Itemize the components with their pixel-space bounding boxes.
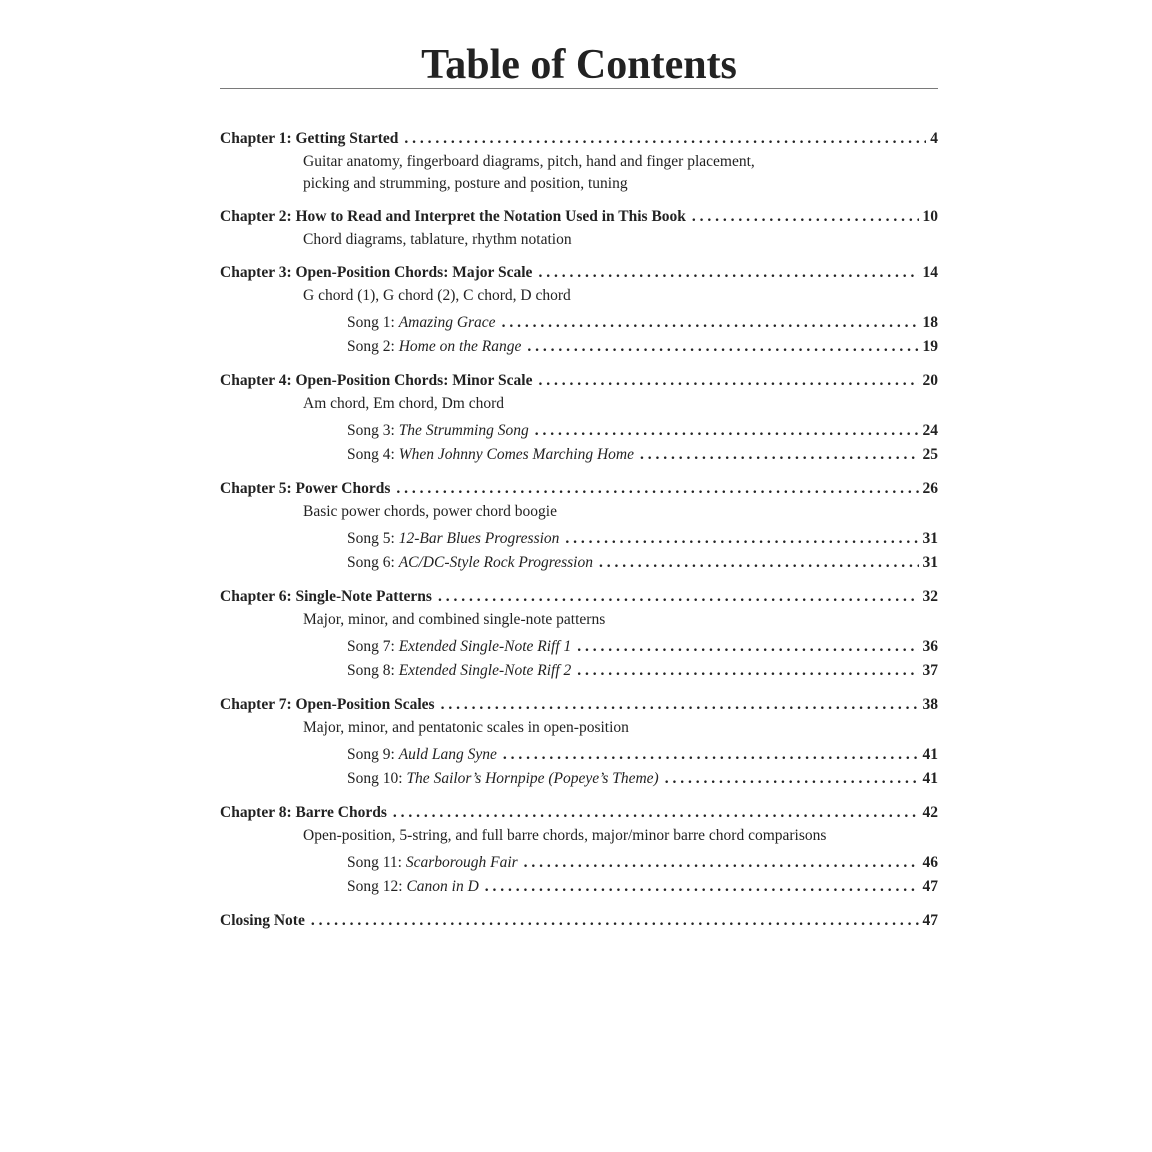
- leader-dots: [393, 801, 919, 825]
- toc-entry-song[interactable]: [220, 635, 938, 659]
- song-page-number: 24: [922, 422, 938, 439]
- song-page-number: 41: [922, 770, 938, 787]
- chapter-page-number: 4: [930, 130, 938, 147]
- song-label: [347, 659, 571, 683]
- song-title: Extended Single-Note Riff 2: [398, 662, 572, 679]
- chapter-title: Chapter 3: Open-Position Chords: Major Scale: [220, 264, 533, 281]
- song-page-number: 18: [922, 314, 938, 331]
- chapter-description: Chord diagrams, tablature, rhythm notation: [303, 231, 572, 248]
- song-page-number: 19: [922, 338, 938, 355]
- song-title: Auld Lang Syne: [398, 746, 497, 763]
- song-page-number: 31: [922, 554, 938, 571]
- song-number: Song 10:: [347, 770, 407, 787]
- song-number: Song 5:: [347, 530, 399, 547]
- toc-entry-song[interactable]: [220, 419, 938, 443]
- song-label: [347, 635, 571, 659]
- chapter-section: [220, 369, 938, 467]
- toc-entry-chapter-5[interactable]: [220, 477, 938, 501]
- chapter-page-number: 42: [922, 804, 938, 821]
- chapter-title: Chapter 2: How to Read and Interpret the Notation Used in This Book: [220, 208, 686, 225]
- leader-dots: [527, 335, 918, 359]
- toc-entry-chapter-7[interactable]: [220, 693, 938, 717]
- song-label: [347, 443, 634, 467]
- chapter-description: Major, minor, and combined single-note patterns: [303, 611, 606, 628]
- song-page-number: 25: [922, 446, 938, 463]
- chapter-title: Chapter 5: Power Chords: [220, 480, 391, 497]
- chapter-page-number: 20: [922, 372, 938, 389]
- toc-entry-song[interactable]: [220, 443, 938, 467]
- chapter-page-number: 38: [922, 696, 938, 713]
- leader-dots: [692, 205, 919, 229]
- song-label: [347, 551, 593, 575]
- song-list: [220, 851, 938, 899]
- song-label: [347, 851, 518, 875]
- leader-dots: [502, 311, 919, 335]
- song-page-number: 31: [922, 530, 938, 547]
- song-page-number: 46: [922, 854, 938, 871]
- toc-list: [220, 127, 938, 899]
- song-number: Song 8:: [347, 662, 399, 679]
- chapter-page-number: 14: [922, 264, 938, 281]
- song-title: The Sailor’s Hornpipe (Popeye’s Theme): [406, 770, 659, 787]
- chapter-section: [220, 585, 938, 683]
- leader-dots: [538, 261, 918, 285]
- toc-entry-song[interactable]: [220, 311, 938, 335]
- toc-entry-chapter-4[interactable]: [220, 369, 938, 393]
- song-number: Song 4:: [347, 446, 399, 463]
- chapter-description: picking and strumming, posture and position, tuning: [303, 175, 628, 192]
- song-title: Amazing Grace: [398, 314, 496, 331]
- leader-dots: [396, 477, 918, 501]
- leader-dots: [311, 909, 919, 933]
- song-page-number: 41: [922, 746, 938, 763]
- chapter-description: G chord (1), G chord (2), C chord, D chord: [303, 287, 571, 304]
- song-list: [220, 527, 938, 575]
- chapter-title: Chapter 1: Getting Started: [220, 130, 399, 147]
- closing-note-page: 47: [922, 912, 938, 929]
- closing-note-label: Closing Note: [220, 912, 305, 929]
- toc-entry-song[interactable]: [220, 335, 938, 359]
- toc-page: [220, 40, 938, 933]
- song-number: Song 2:: [347, 338, 399, 355]
- song-label: [347, 767, 659, 791]
- leader-dots: [577, 659, 918, 683]
- song-title: Canon in D: [406, 878, 479, 895]
- song-label: [347, 419, 529, 443]
- song-title: Scarborough Fair: [405, 854, 518, 871]
- toc-entry-chapter-1[interactable]: [220, 127, 938, 151]
- chapter-section: [220, 801, 938, 899]
- leader-dots: [535, 419, 919, 443]
- leader-dots: [438, 585, 919, 609]
- song-number: Song 6:: [347, 554, 399, 571]
- song-title: AC/DC-Style Rock Progression: [398, 554, 593, 571]
- song-label: [347, 527, 559, 551]
- toc-entry-closing-note[interactable]: [220, 909, 938, 933]
- chapter-section: [220, 477, 938, 575]
- toc-entry-song[interactable]: [220, 527, 938, 551]
- toc-entry-chapter-6[interactable]: [220, 585, 938, 609]
- chapter-section: [220, 127, 938, 195]
- chapter-description: Open-position, 5-string, and full barre chords, major/minor barre chord comparisons: [303, 827, 827, 844]
- chapter-section: [220, 693, 938, 791]
- song-label: [347, 311, 496, 335]
- leader-dots: [640, 443, 918, 467]
- song-list: [220, 311, 938, 359]
- chapter-page-number: 32: [922, 588, 938, 605]
- song-title: The Strumming Song: [398, 422, 529, 439]
- song-page-number: 36: [922, 638, 938, 655]
- song-page-number: 47: [922, 878, 938, 895]
- song-page-number: 37: [922, 662, 938, 679]
- song-label: [347, 743, 497, 767]
- chapter-section: [220, 261, 938, 359]
- chapter-title: Chapter 8: Barre Chords: [220, 804, 387, 821]
- song-list: [220, 743, 938, 791]
- chapter-title: Chapter 6: Single-Note Patterns: [220, 588, 432, 605]
- toc-entry-song[interactable]: [220, 851, 938, 875]
- leader-dots: [404, 127, 926, 151]
- toc-entry-song[interactable]: [220, 659, 938, 683]
- leader-dots: [503, 743, 919, 767]
- leader-dots: [441, 693, 919, 717]
- leader-dots: [485, 875, 919, 899]
- leader-dots: [538, 369, 918, 393]
- song-label: [347, 875, 479, 899]
- leader-dots: [577, 635, 918, 659]
- leader-dots: [524, 851, 919, 875]
- toc-entry-song[interactable]: [220, 743, 938, 767]
- chapter-description: Major, minor, and pentatonic scales in open-position: [303, 719, 629, 736]
- song-title: Home on the Range: [398, 338, 522, 355]
- toc-entry-song[interactable]: [220, 551, 938, 575]
- chapter-title: Chapter 4: Open-Position Chords: Minor Scale: [220, 372, 533, 389]
- song-number: Song 11:: [347, 854, 406, 871]
- page-title: Table of Contents: [421, 42, 737, 88]
- chapter-title: Chapter 7: Open-Position Scales: [220, 696, 435, 713]
- song-list: [220, 635, 938, 683]
- toc-entry-chapter-2[interactable]: [220, 205, 938, 229]
- leader-dots: [565, 527, 918, 551]
- song-title: Extended Single-Note Riff 1: [398, 638, 572, 655]
- chapter-description: Am chord, Em chord, Dm chord: [303, 395, 505, 412]
- chapter-description: Guitar anatomy, fingerboard diagrams, pitch, hand and finger placement,: [303, 153, 755, 170]
- leader-dots: [665, 767, 919, 791]
- chapter-page-number: 26: [922, 480, 938, 497]
- song-number: Song 7:: [347, 638, 399, 655]
- song-label: [347, 335, 521, 359]
- song-list: [220, 419, 938, 467]
- toc-entry-song[interactable]: [220, 875, 938, 899]
- song-number: Song 12:: [347, 878, 407, 895]
- toc-entry-song[interactable]: [220, 767, 938, 791]
- song-title: 12-Bar Blues Progression: [398, 530, 560, 547]
- song-number: Song 9:: [347, 746, 399, 763]
- chapter-description: Basic power chords, power chord boogie: [303, 503, 557, 520]
- chapter-page-number: 10: [922, 208, 938, 225]
- toc-entry-chapter-3[interactable]: [220, 261, 938, 285]
- chapter-section: [220, 205, 938, 251]
- toc-entry-chapter-8[interactable]: [220, 801, 938, 825]
- song-title: When Johnny Comes Marching Home: [398, 446, 635, 463]
- song-number: Song 1:: [347, 314, 399, 331]
- song-number: Song 3:: [347, 422, 399, 439]
- leader-dots: [599, 551, 919, 575]
